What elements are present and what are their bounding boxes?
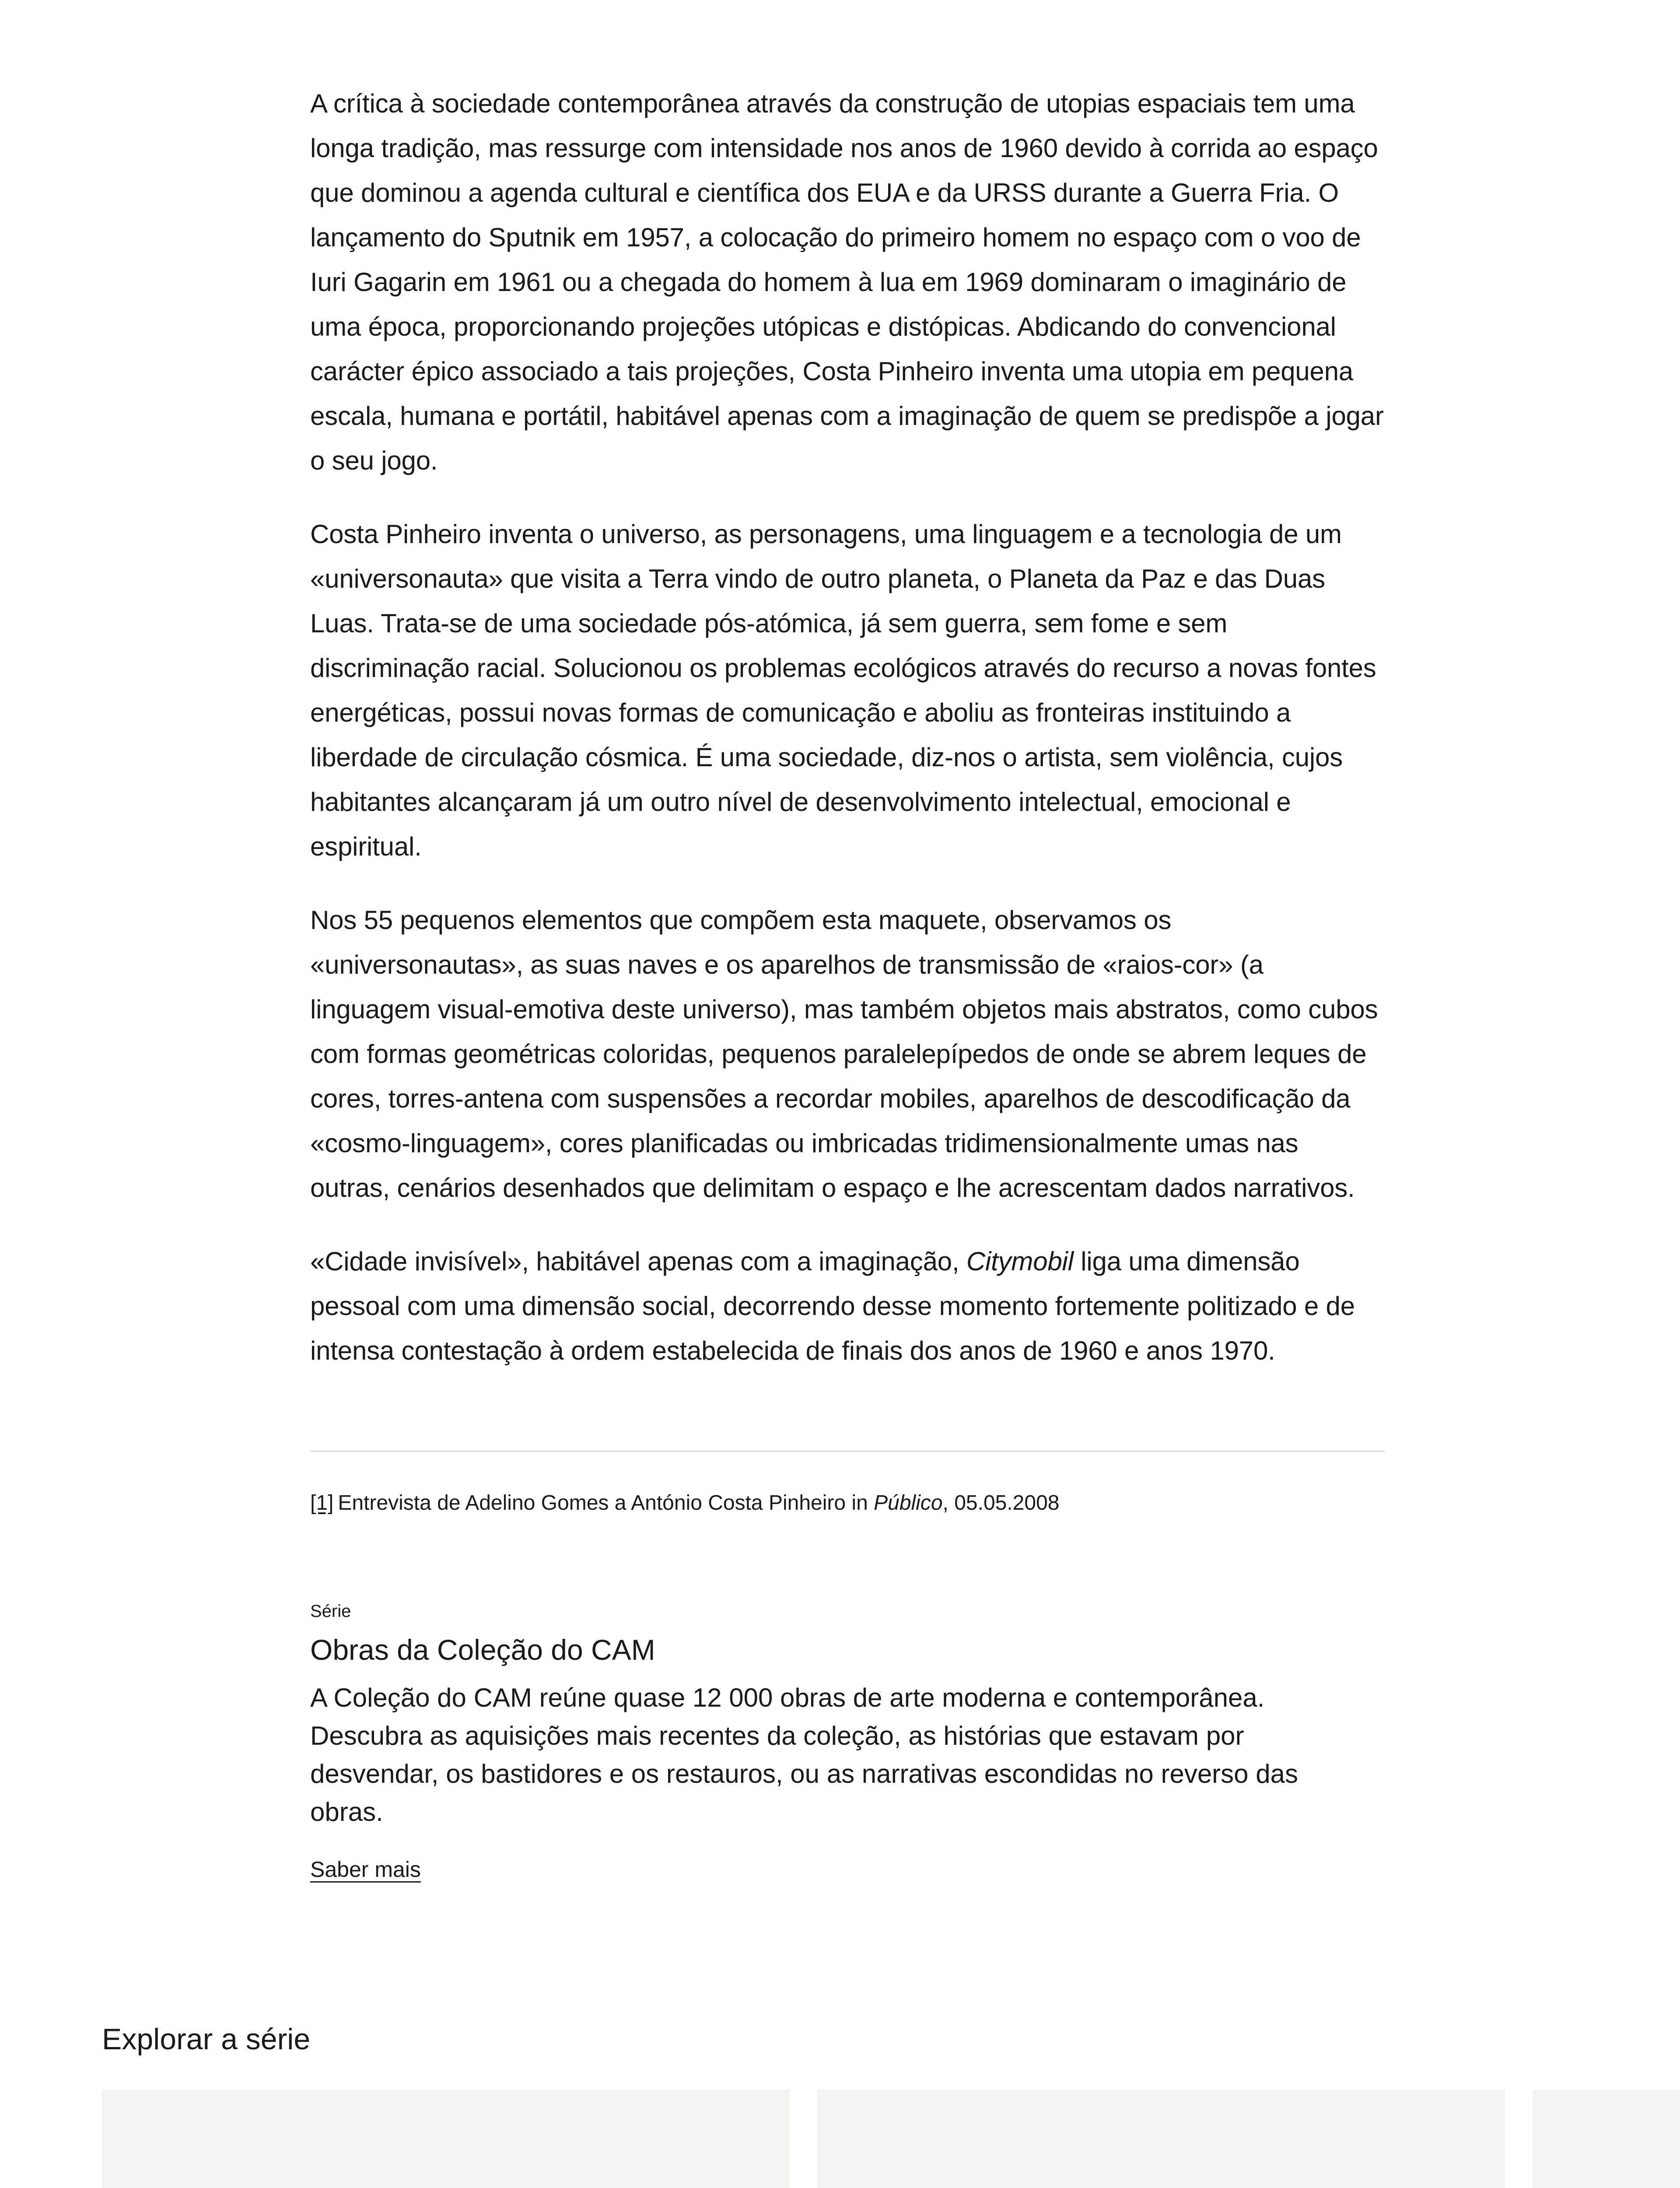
series-card-partial[interactable] bbox=[1533, 2090, 1680, 2188]
footnote-ref-link[interactable]: [1] bbox=[310, 1491, 334, 1515]
series-title: Obras da Coleção do CAM bbox=[310, 1634, 655, 1666]
explore-series-title: Explorar a série bbox=[102, 2023, 311, 2056]
saber-mais-link[interactable]: Saber mais bbox=[310, 1857, 421, 1882]
series-card[interactable] bbox=[102, 2090, 790, 2188]
footnote-date: , 05.05.2008 bbox=[942, 1491, 1060, 1515]
article-paragraph-3: Nos 55 pequenos elementos que compõem esta maquete, observamos os «universonautas», as suas naves e os aparelhos de transmissão de «raios-cor» (a linguagem visual-emotiva deste universo), mas também objetos mais abstratos, como cubos com formas geométricas coloridas, pequenos paralelepípedos de onde se abrem leques de cores, torres-antena com suspensões a recordar mobiles, aparelhos de descodificação da «cosmo-linguagem», cores planificadas ou imbricadas tridimensionalmente umas nas outras, cenários desenhados que delimitam o espaço e lhe acrescentam dados narrativos. bbox=[310, 905, 1378, 1203]
paragraph-4-text-end: liga uma dimensão pessoal com uma dimensão social, decorrendo desse momento fortemente politizado e de intensa contestação à ordem estabelecida de finais dos anos de 1960 e anos 1970. bbox=[310, 1247, 1355, 1365]
article-paragraph-1: A crítica à sociedade contemporânea através da construção de utopias espaciais tem uma longa tradição, mas ressurge com intensidade nos anos de 1960 devido à corrida ao espaço que dominou a agenda cultural e científica dos EUA e da URSS durante a Guerra Fria. O lançamento do Sputnik em 1957, a colocação do primeiro homem no espaço com o voo de Iuri Gagarin em 1961 ou a chegada do homem à lua em 1969 dominaram o imaginário de uma época, proporcionando projeções utópicas e distópicas. Abdicando do convencional carácter épico associado a tais projeções, Costa Pinheiro inventa uma utopia em pequena escala, humana e portátil, habitável apenas com a imaginação de quem se predispõe a jogar o seu jogo. bbox=[310, 89, 1384, 475]
footnote-text-start: Entrevista de Adelino Gomes a António Costa Pinheiro in bbox=[338, 1491, 874, 1515]
artwork-title-citymobil: Citymobil bbox=[966, 1247, 1074, 1276]
series-info bbox=[310, 1601, 1384, 1883]
article-paragraph-2: Costa Pinheiro inventa o universo, as personagens, uma linguagem e a tecnologia de um «universonauta» que visita a Terra vindo de outro planeta, o Planeta da Paz e das Duas Luas. Trata-se de uma sociedade pós-atómica, já sem guerra, sem fome e sem discriminação racial. Solucionou os problemas ecológicos através do recurso a novas fontes energéticas, possui novas formas de comunicação e aboliu as fronteiras instituindo a liberdade de circulação cósmica. É uma sociedade, diz-nos o artista, sem violência, cujos habitantes alcançaram já um outro nível de desenvolvimento intelectual, emocional e espiritual. bbox=[310, 519, 1376, 861]
series-card[interactable] bbox=[817, 2090, 1505, 2188]
series-kicker: Série bbox=[310, 1602, 351, 1621]
article-paragraph-4 bbox=[310, 1239, 1384, 1373]
footnote bbox=[310, 1489, 1384, 1517]
footnote-divider bbox=[310, 1451, 1384, 1452]
paragraph-4-text-start: «Cidade invisível», habitável apenas com a imaginação, bbox=[310, 1247, 966, 1276]
series-description: A Coleção do CAM reúne quase 12 000 obras de arte moderna e contemporânea. Descubra as aquisições mais recentes da coleção, as histórias que estavam por desvendar, os bastidores e os restauros, ou as narrativas escondidas no reverso das obras. bbox=[310, 1683, 1298, 1827]
article-body bbox=[310, 81, 1384, 1402]
footnote-source-publication: Público bbox=[874, 1491, 943, 1515]
